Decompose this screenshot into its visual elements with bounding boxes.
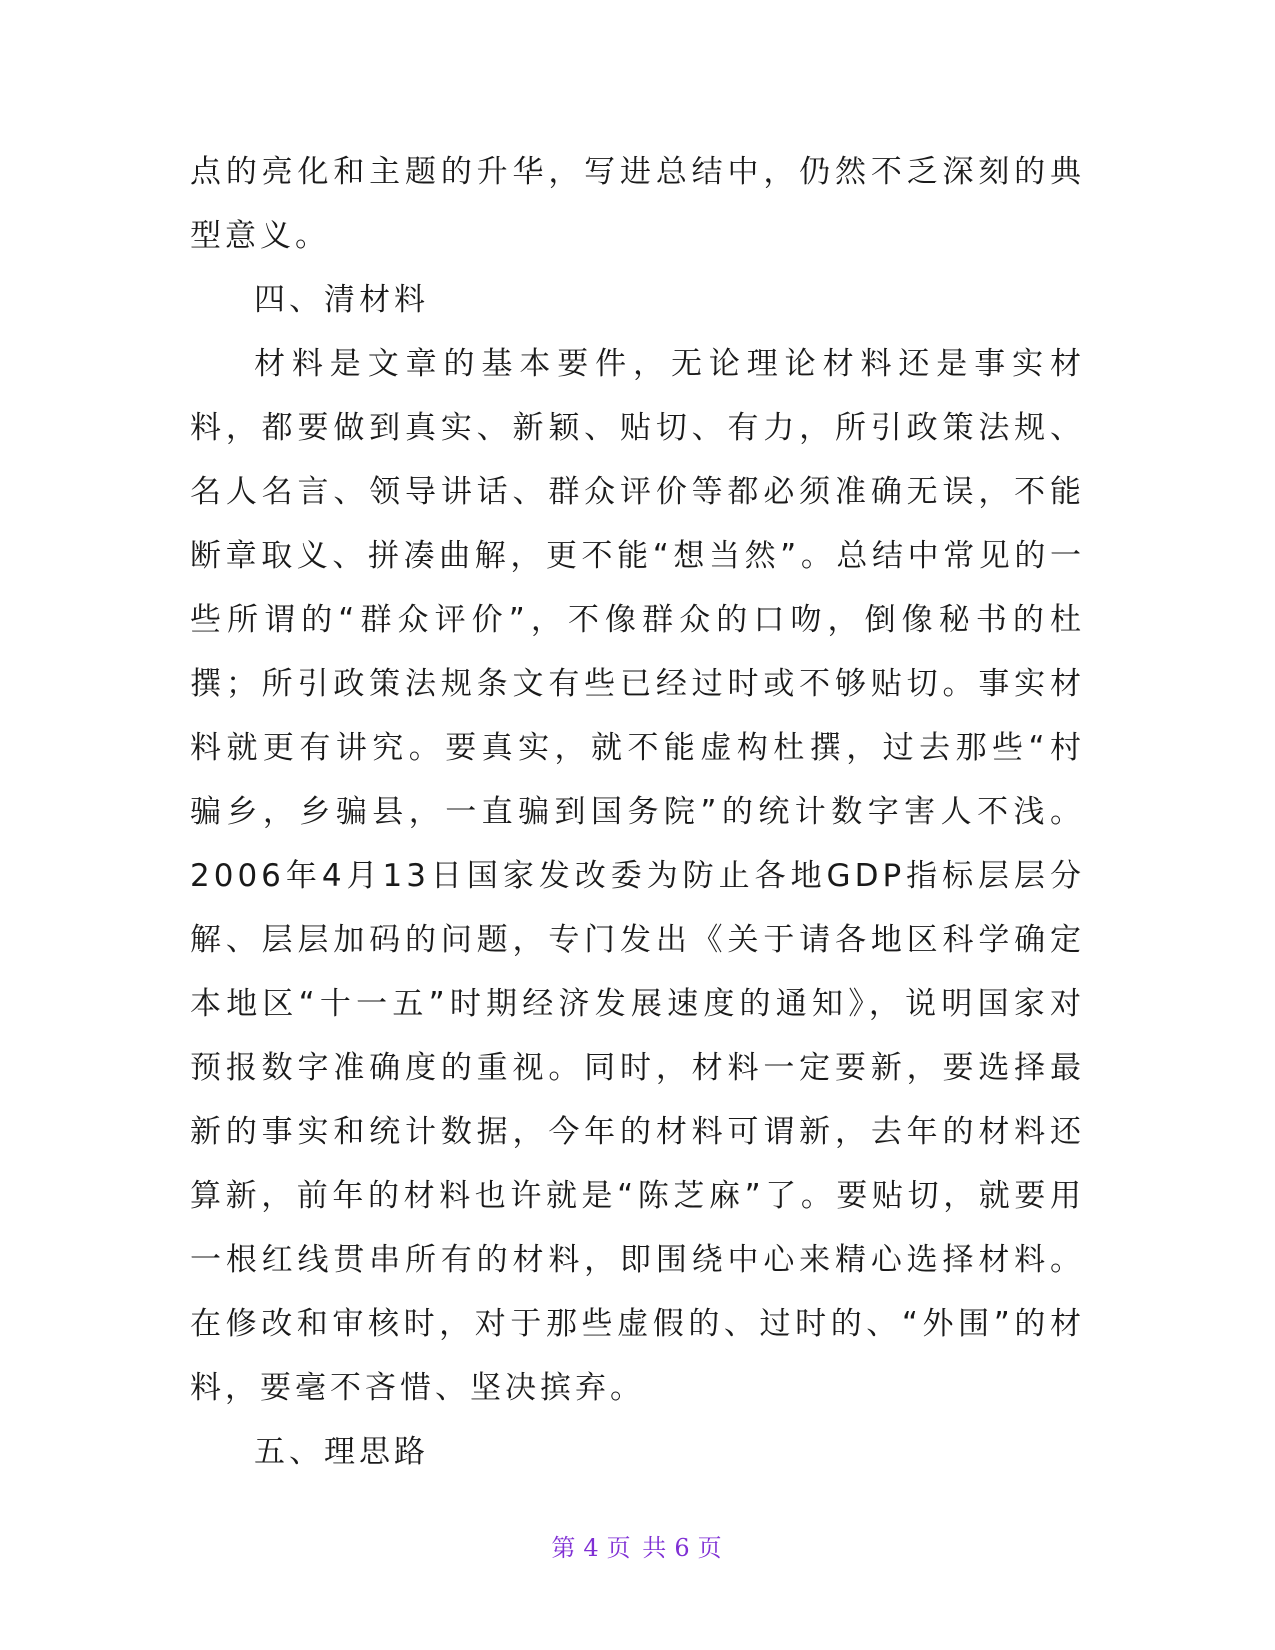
section-heading-5: 五、理思路 bbox=[254, 1434, 429, 1470]
paragraph-materials: 材料是文章的基本要件，无论理论材料还是事实材料，都要做到真实、新颖、贴切、有力，所引政策法规、名人名言、领导讲话、群众评价等都必须准确无误，不能断章取义、拼凑曲解，更不能“想当然”。总结中常见的一些所谓的“群众评价”，不像群众的口吻，倒像秘书的杜撰；所引政策法规条文有些已经过时或不够贴切。事实材料就更有讲究。要真实，就不能虚构杜撰，过去那些“村骗乡，乡骗县，一直骗到国务院”的统计数字害人不浅。2006年4月13日国家发改委为防止各地GDP指标层层分解、层层加码的问题，专门发出《关于请各地区科学确定本地区“十一五”时期经济发展速度的通知》，说明国家对预报数字准确度的重视。同时，材料一定要新，要选择最新的事实和统计数据，今年的材料可谓新，去年的材料还算新，前年的材料也许就是“陈芝麻”了。要贴切，就要用一根红线贯串所有的材料，即围绕中心来精心选择材料。在修改和审核时，对于那些虚假的、过时的、“外围”的材料，要毫不吝惜、坚决摈弃。 bbox=[190, 346, 1085, 1406]
footer-suffix: 页 bbox=[697, 1534, 724, 1562]
document-body bbox=[190, 140, 1085, 1484]
section-heading-4: 四、清材料 bbox=[254, 282, 429, 318]
page-footer bbox=[0, 1528, 1275, 1563]
footer-total-pages: 6 bbox=[674, 1534, 692, 1562]
footer-current-page: 4 bbox=[583, 1534, 601, 1562]
footer-prefix: 第 bbox=[551, 1534, 578, 1562]
footer-middle: 页 共 bbox=[606, 1534, 669, 1562]
paragraph-continuation: 点的亮化和主题的升华，写进总结中，仍然不乏深刻的典型意义。 bbox=[190, 154, 1085, 254]
